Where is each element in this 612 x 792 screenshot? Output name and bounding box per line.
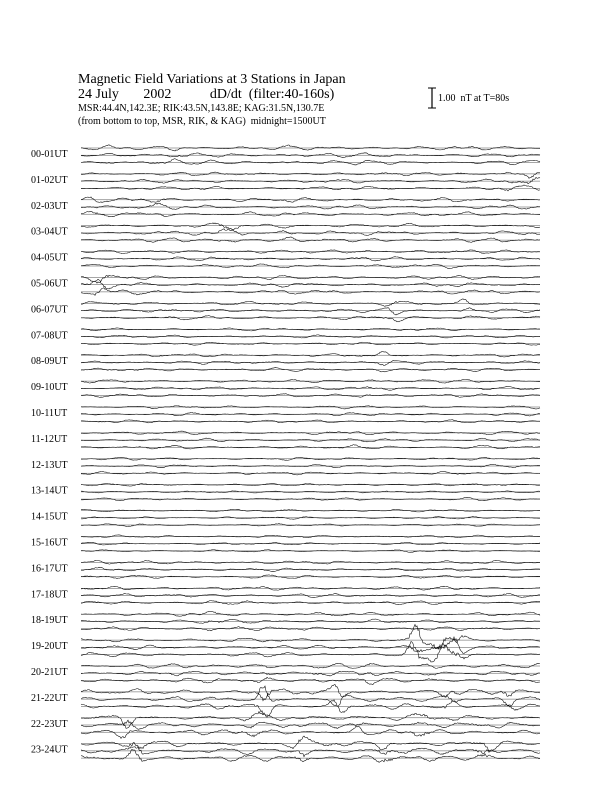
filter-label: (filter:40-160s) xyxy=(248,87,335,102)
hour-label: 00-01UT xyxy=(31,149,68,160)
hour-row-15-16UT xyxy=(31,535,540,553)
hour-label: 19-20UT xyxy=(31,641,68,653)
trace-RIK xyxy=(81,746,540,756)
order-note: (from bottom to top, MSR, RIK, & KAG) xyxy=(78,116,246,127)
hour-row-05-06UT xyxy=(31,275,540,295)
trace-KAG xyxy=(81,663,540,668)
trace-RIK xyxy=(81,720,540,729)
trace-RIK xyxy=(81,637,540,654)
hour-label: 02-03UT xyxy=(31,200,68,212)
hour-label: 13-14UT xyxy=(31,485,68,497)
trace-RIK xyxy=(81,686,540,706)
trace-MSR xyxy=(81,316,540,322)
midnight-note: midnight=1500UT xyxy=(250,116,326,127)
trace-KAG xyxy=(81,406,540,409)
hour-row-02-03UT xyxy=(31,197,540,217)
hour-row-13-14UT xyxy=(31,483,540,500)
hour-label: 18-19UT xyxy=(31,615,68,627)
hour-row-14-15UT xyxy=(31,509,540,526)
hour-label: 09-10UT xyxy=(31,382,68,394)
trace-MSR xyxy=(81,445,540,449)
trace-RIK xyxy=(81,671,540,676)
trace-MSR xyxy=(81,159,540,165)
hour-label: 15-16UT xyxy=(31,537,68,549)
date-year: 2002 xyxy=(143,87,172,102)
hour-row-18-19UT xyxy=(31,611,540,631)
hour-row-16-17UT xyxy=(31,560,540,578)
hour-row-23-24UT xyxy=(31,736,540,762)
hour-label: 04-05UT xyxy=(31,252,68,264)
hour-label: 23-24UT xyxy=(31,744,68,756)
hour-label: 12-13UT xyxy=(31,459,68,471)
trace-KAG xyxy=(81,351,540,357)
hour-row-03-04UT xyxy=(31,223,540,242)
trace-MSR xyxy=(81,185,540,191)
hour-label: 21-22UT xyxy=(31,692,68,704)
trace-KAG xyxy=(81,223,540,230)
trace-MSR xyxy=(81,677,540,684)
scale-label: 1.00 nT at T=80s xyxy=(438,93,510,104)
hour-label: 08-09UT xyxy=(31,356,68,368)
hour-label: 05-06UT xyxy=(31,278,68,290)
hour-label: 07-08UT xyxy=(31,330,68,342)
date-day: 24 July xyxy=(78,87,119,102)
hour-row-21-22UT xyxy=(31,685,540,718)
trace-RIK xyxy=(81,229,540,236)
hour-rows xyxy=(31,145,540,763)
hour-label: 06-07UT xyxy=(31,304,68,316)
trace-RIK xyxy=(81,567,540,571)
hour-row-12-13UT xyxy=(31,457,540,475)
component-label: dD/dt xyxy=(209,87,242,102)
hour-row-09-10UT xyxy=(31,379,540,397)
hour-label: 03-04UT xyxy=(31,226,68,238)
trace-KAG xyxy=(81,712,540,729)
trace-KAG xyxy=(81,172,540,178)
trace-MSR xyxy=(81,288,540,296)
hour-row-20-21UT xyxy=(31,663,540,684)
trace-KAG xyxy=(81,535,540,538)
hour-row-08-09UT xyxy=(31,351,540,371)
hour-label: 22-23UT xyxy=(31,718,68,730)
hour-row-17-18UT xyxy=(31,586,540,605)
hour-row-00-01UT xyxy=(31,145,540,165)
hour-row-11-12UT xyxy=(31,431,540,449)
trace-RIK xyxy=(81,177,540,183)
hour-row-22-23UT xyxy=(31,712,540,739)
trace-KAG xyxy=(81,611,540,616)
trace-RIK xyxy=(81,307,540,315)
station-coordinates: MSR:44.4N,142.3E; RIK:43.5N,143.8E; KAG:31.5N,130.7E xyxy=(78,103,325,114)
hour-row-10-11UT xyxy=(31,406,540,423)
hour-label: 20-21UT xyxy=(31,667,68,678)
hour-row-04-05UT xyxy=(31,250,540,269)
hour-label: 11-12UT xyxy=(31,433,68,445)
trace-MSR xyxy=(81,550,540,553)
hour-row-07-08UT xyxy=(31,328,540,345)
hour-label: 01-02UT xyxy=(31,174,68,186)
trace-MSR xyxy=(81,700,540,717)
trace-KAG xyxy=(81,685,540,701)
trace-MSR xyxy=(81,264,540,269)
trace-MSR xyxy=(81,237,540,243)
trace-RIK xyxy=(81,279,540,289)
hour-label: 16-17UT xyxy=(31,563,68,575)
trace-KAG xyxy=(81,299,540,306)
hour-label: 10-11UT xyxy=(31,408,68,419)
hour-row-06-07UT xyxy=(31,299,540,322)
hour-row-01-02UT xyxy=(31,172,540,191)
trace-KAG xyxy=(81,275,540,283)
hour-label: 14-15UT xyxy=(31,511,68,523)
hour-label: 17-18UT xyxy=(31,589,68,601)
trace-RIK xyxy=(81,203,540,209)
chart-title: Magnetic Field Variations at 3 Stations in Japan xyxy=(78,72,346,87)
trace-MSR xyxy=(81,642,540,663)
trace-RIK xyxy=(81,619,540,623)
trace-MSR xyxy=(81,749,540,762)
trace-RIK xyxy=(81,361,540,366)
